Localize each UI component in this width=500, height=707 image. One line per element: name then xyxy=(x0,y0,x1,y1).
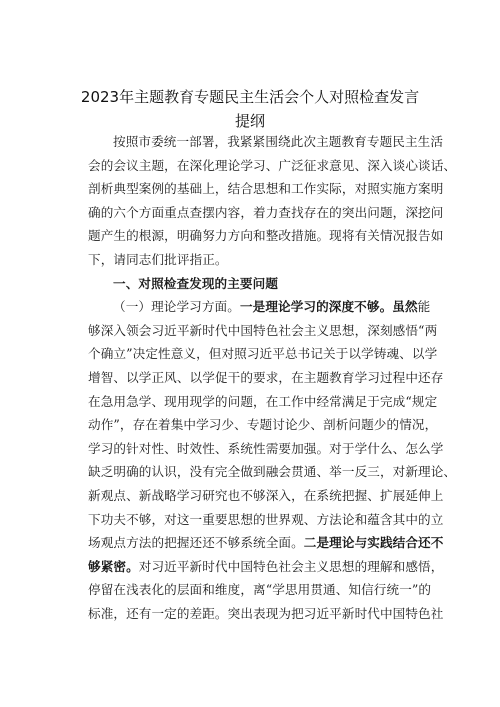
paragraph-text: 场观点方法的把握还还不够系统全面。 xyxy=(88,535,304,551)
paragraph-line xyxy=(88,295,431,319)
paragraph-line xyxy=(88,555,444,579)
bold-point: 一是理论学习的深度不够。虽然 xyxy=(239,299,418,315)
paragraph-line: 确的六个方面重点查摆内容，着力查找存在的突出问题，深挖问 xyxy=(88,204,444,220)
bold-point: 二是理论与实践结合还不 xyxy=(303,535,444,551)
paragraph-line: 动作”，存在着集中学习少、专题讨论少、剖析问题少的情况， xyxy=(88,417,438,433)
document-title-line1: 2023年主题教育专题民主生活会个人对照检查发言 xyxy=(80,88,420,106)
paragraph-line: 缺乏明确的认识，没有完全做到融会贯通、举一反三，对新理论、 xyxy=(88,464,457,480)
paragraph-line: 下功夫不够，对这一重要思想的世界观、方法论和蕴含其中的立 xyxy=(88,511,444,527)
paragraph-text: 能 xyxy=(417,299,431,315)
paragraph-line: 标准，还有一定的差距。突出表现为把习近平新时代中国特色社 xyxy=(88,605,444,621)
paragraph-line: 增智、以学正风、以学促干的要求，在主题教育学习过程中还存 xyxy=(88,369,444,385)
paragraph-line: 停留在浅表化的层面和维度，离“学思用贯通、知信行统一”的 xyxy=(88,582,432,598)
paragraph-line: 下，请同志们批评指正。 xyxy=(88,251,228,267)
bold-point: 够紧密。 xyxy=(88,558,139,574)
paragraph-line: 学习的针对性、时效性、系统性需要加强。对于学什么、怎么学 xyxy=(88,440,444,456)
paragraph-text: 对习近平新时代中国特色社会主义思想的理解和感悟， xyxy=(138,558,444,574)
paragraph-line: 在急用急学、现用现学的问题，在工作中经常满足于完成“规定 xyxy=(88,393,438,409)
paragraph-line: 按照市委统一部署，我紧紧围绕此次主题教育专题民主生活 xyxy=(113,134,444,149)
paragraph-line: 题产生的根源，明确努力方向和整改措施。现将有关情况报告如 xyxy=(88,228,444,244)
section-heading: 一、对照检查发现的主要问题 xyxy=(113,275,279,291)
subsection-label: （一）理论学习方面。 xyxy=(113,299,240,315)
paragraph-line: 个确立”决定性意义，但对照习近平总书记关于以学铸魂、以学 xyxy=(88,346,438,362)
paragraph-line: 剖析典型案例的基础上，结合思想和工作实际，对照实施方案明 xyxy=(88,181,444,197)
paragraph-line: 够深入领会习近平新时代中国特色社会主义思想，深刻感悟“两 xyxy=(88,322,438,338)
paragraph-line: 新观点、新战略学习研究也不够深入，在系统把握、扩展延伸上 xyxy=(88,487,444,503)
paragraph-line: 会的会议主题，在深化理论学习、广泛征求意见、深入谈心谈话、 xyxy=(88,157,457,173)
document-title-line2: 提纲 xyxy=(234,112,265,130)
paragraph-line xyxy=(88,531,444,555)
document-body xyxy=(88,130,457,625)
